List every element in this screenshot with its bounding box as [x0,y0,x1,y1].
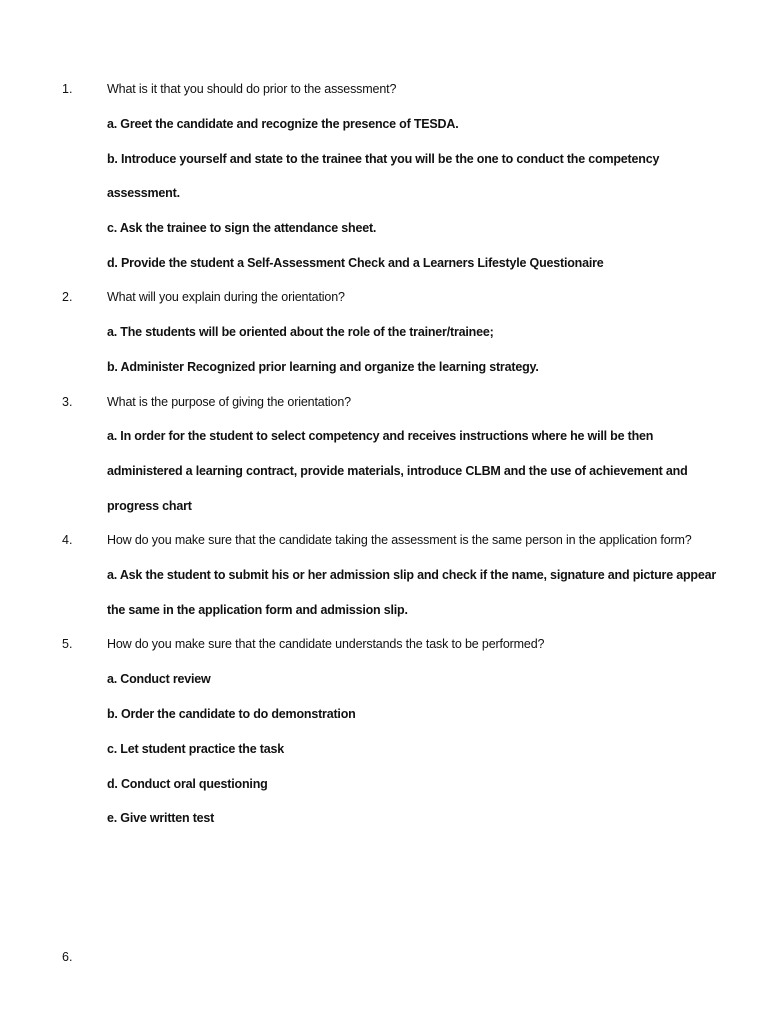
answer-line: e. Give written test [107,811,215,825]
question-number: 6. [62,950,73,964]
question-text: How do you make sure that the candidate taking the assessment is the same person in the application form? [107,533,692,547]
answer-line: d. Conduct oral questioning [107,777,268,791]
answer-line: the same in the application form and admission slip. [107,603,408,617]
answer-line: d. Provide the student a Self-Assessment Check and a Learners Lifestyle Questionaire [107,256,604,270]
answer-line: a. The students will be oriented about the role of the trainer/trainee; [107,325,494,339]
question-text: What will you explain during the orientation? [107,290,345,304]
question-number: 1. [62,82,73,96]
answer-line: assessment. [107,186,180,200]
answer-line: a. Ask the student to submit his or her admission slip and check if the name, signature and picture appear [107,568,717,582]
answer-line: b. Introduce yourself and state to the trainee that you will be the one to conduct the competency [107,152,660,166]
question-number: 4. [62,533,73,547]
question-number: 3. [62,395,73,409]
answer-line: administered a learning contract, provide materials, introduce CLBM and the use of achievement and [107,464,688,478]
question-number: 5. [62,637,73,651]
answer-line: a. Greet the candidate and recognize the presence of TESDA. [107,117,459,131]
question-number: 2. [62,290,73,304]
answer-line: b. Order the candidate to do demonstration [107,707,356,721]
answer-line: c. Ask the trainee to sign the attendance sheet. [107,221,377,235]
question-text: How do you make sure that the candidate understands the task to be performed? [107,637,545,651]
answer-line: b. Administer Recognized prior learning and organize the learning strategy. [107,360,539,374]
answer-line: a. Conduct review [107,672,211,686]
answer-line: c. Let student practice the task [107,742,284,756]
question-text: What is it that you should do prior to the assessment? [107,82,397,96]
answer-line: a. In order for the student to select competency and receives instructions where he will be then [107,429,654,443]
answer-line: progress chart [107,499,192,513]
question-text: What is the purpose of giving the orientation? [107,395,351,409]
